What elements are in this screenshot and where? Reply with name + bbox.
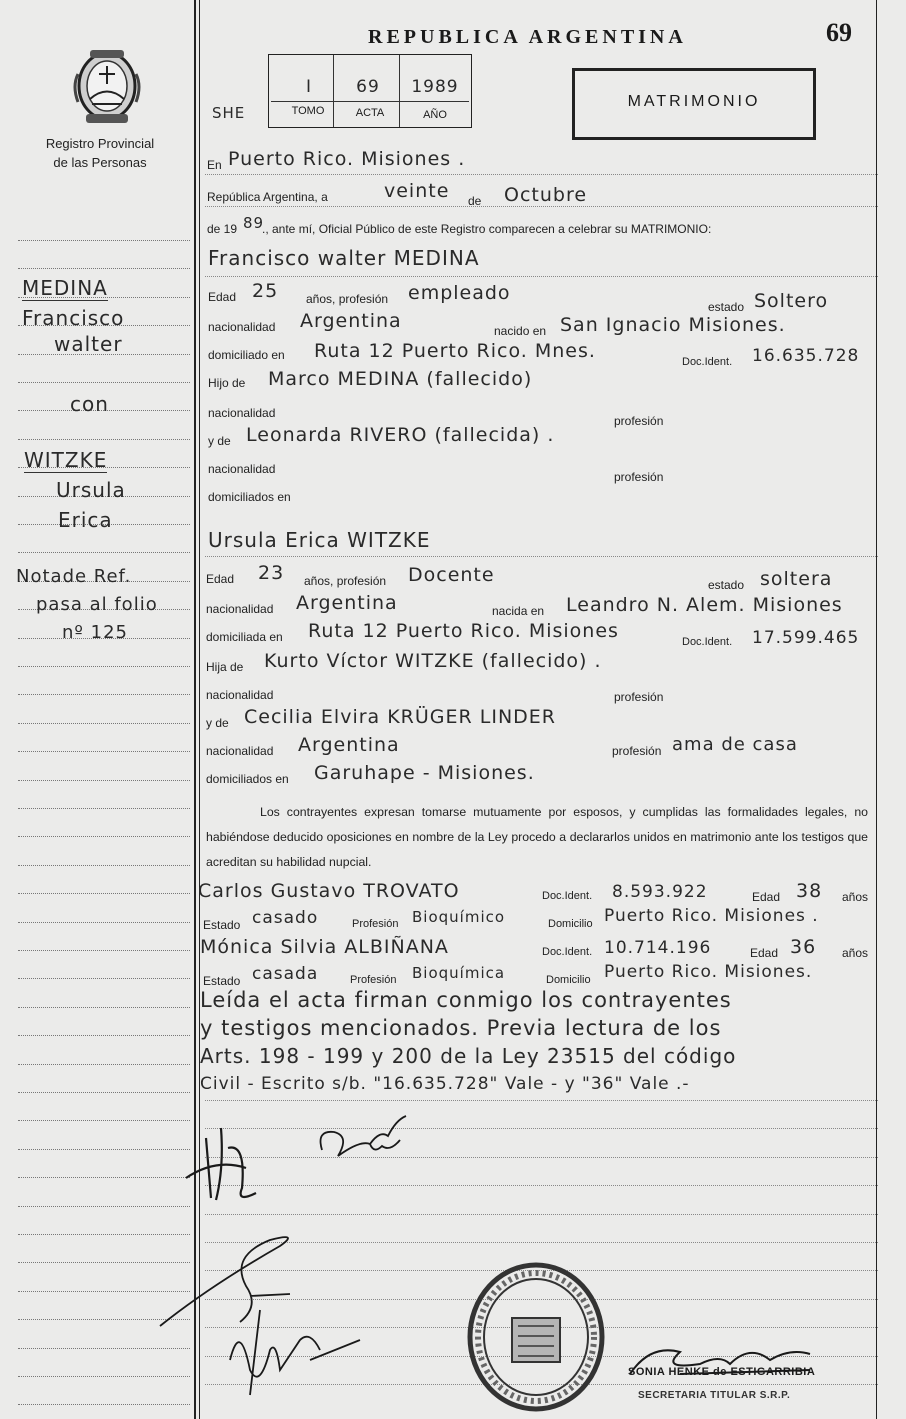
closing-line-3: Arts. 198 - 199 y 200 de la Ley 23515 del código [200, 1044, 737, 1068]
tomo-label: TOMO [291, 105, 325, 117]
groom-nacido-label: nacido en [494, 324, 547, 338]
en-label: En [207, 158, 222, 172]
bride-signature [310, 1110, 420, 1170]
bride-nacionalidad-label: nacionalidad [206, 602, 274, 616]
margin-rule-line [18, 1348, 190, 1349]
groom-address: Ruta 12 Puerto Rico. Mnes. [314, 340, 596, 362]
body-rule-line [205, 1157, 878, 1158]
bride-parents-address: Garuhape - Misiones. [314, 762, 535, 784]
body-rule-line [205, 1214, 878, 1215]
margin-note-line1: Notade Ref. [16, 566, 132, 587]
margin-note-line2: pasa al folio [36, 594, 158, 615]
bride-mother-prof-label: profesión [612, 744, 662, 758]
month: Octubre [504, 184, 588, 206]
bride-mother-nat-label: nacionalidad [206, 744, 274, 758]
margin-rule-line [18, 723, 190, 724]
groom-father-prof-label: profesión [614, 414, 664, 428]
bride-civil-status: soltera [760, 568, 833, 590]
bride-mother: Cecilia Elvira KRÜGER LINDER [244, 706, 556, 728]
bride-mother-occupation: ama de casa [672, 734, 798, 755]
groom-occupation: empleado [408, 282, 511, 304]
margin-surname-bride: WITZKE [24, 448, 108, 472]
margin-rule-line [18, 1007, 190, 1008]
officer-title: SECRETARIA TITULAR S.R.P. [638, 1390, 791, 1401]
tomo-value: I [305, 77, 312, 97]
margin-rule-line [18, 865, 190, 866]
witness2-signature [220, 1300, 370, 1400]
groom-mother: Leonarda RIVERO (fallecida) . [246, 424, 555, 446]
anio-label: AÑO [423, 109, 447, 121]
margin-rule-line [18, 1064, 190, 1065]
margin-given-bride-2: Erica [58, 508, 113, 532]
witness2-profesion-label: Profesión [350, 974, 397, 986]
margin-rule-line [18, 1177, 190, 1178]
bride-doc-number: 17.599.465 [752, 628, 860, 648]
body-rule-line [205, 1128, 878, 1129]
margin-con: con [70, 392, 109, 416]
year-prefix: de 19 [207, 222, 238, 236]
bride-full-name: Ursula Erica WITZKE [208, 528, 431, 552]
stamp-text [466, 1262, 467, 1263]
closing-line-4: Civil - Escrito s/b. "16.635.728" Vale - y "36" Vale .- [200, 1074, 690, 1094]
witness1-civil-status: casado [252, 908, 319, 928]
closing-line-2: y testigos mencionados. Previa lectura de los [200, 1016, 722, 1040]
place: Puerto Rico. Misiones . [228, 148, 466, 170]
margin-rule-line [18, 1376, 190, 1377]
margin-rule-line [18, 978, 190, 979]
witness1-profesion-label: Profesión [352, 918, 399, 930]
right-column-rule [876, 0, 877, 1419]
margin-rule-line [18, 439, 190, 440]
margin-rule-line [18, 666, 190, 667]
republica-label: República Argentina, a [207, 190, 328, 204]
groom-father-nat-label: nacionalidad [208, 406, 276, 420]
bride-age: 23 [258, 562, 285, 584]
anio-value: 1989 [411, 77, 459, 97]
witness2-address: Puerto Rico. Misiones. [604, 962, 813, 982]
bride-father-prof-label: profesión [614, 690, 664, 704]
witness2-anios-label: años [842, 946, 869, 960]
bride-domiciliada-label: domiciliada en [206, 630, 283, 644]
closing-line-1: Leída el acta firman conmigo los contrayentes [200, 988, 732, 1012]
bride-parents-dom-label: domiciliados en [206, 772, 289, 786]
she-mark: SHE [212, 104, 246, 122]
acta-label: ACTA [355, 107, 385, 119]
acta-value: 69 [356, 77, 380, 97]
day: veinte [384, 180, 450, 202]
groom-profesion-label: años, profesión [306, 292, 389, 306]
oficial-text: ., ante mí, Oficial Público de este Registro comparecen a celebrar su MATRIMONIO: [262, 222, 712, 236]
witness2-domicilio-label: Domicilio [546, 974, 591, 986]
witness2-estado-label: Estado [203, 974, 241, 988]
bride-father: Kurto Víctor WITZKE (fallecido) . [264, 650, 602, 672]
witness2-age: 36 [790, 936, 817, 958]
margin-surname-groom: MEDINA [22, 276, 108, 300]
groom-nationality: Argentina [300, 310, 402, 332]
record-type-box [572, 68, 816, 140]
margin-rule-line [18, 1206, 190, 1207]
groom-domiciliado-label: domiciliado en [208, 348, 285, 362]
witness1-estado-label: Estado [203, 918, 241, 932]
bride-nationality: Argentina [296, 592, 398, 614]
margin-note-line3: nº 125 [62, 622, 128, 643]
body-rule-line [205, 1185, 878, 1186]
margin-rule-line [18, 751, 190, 752]
margin-given-groom-2: walter [54, 332, 123, 356]
witness1-doc-number: 8.593.922 [612, 882, 708, 902]
witness1-name: Carlos Gustavo TROVATO [198, 880, 460, 902]
officer-name: SONIA HENKE de ESTIGARRIBIA [628, 1366, 816, 1378]
margin-rule-line [18, 780, 190, 781]
witness1-anios-label: años [842, 890, 869, 904]
witness1-domicilio-label: Domicilio [548, 918, 593, 930]
groom-doc-number: 16.635.728 [752, 346, 860, 366]
bride-occupation: Docente [408, 564, 495, 586]
margin-rule-line [18, 1149, 190, 1150]
bride-father-nat-label: nacionalidad [206, 688, 274, 702]
bride-estado-label: estado [708, 578, 745, 592]
witness1-edad-label: Edad [752, 890, 781, 904]
witness1-address: Puerto Rico. Misiones . [604, 906, 819, 926]
body-rule-line [205, 1100, 878, 1101]
record-type: MATRIMONIO [627, 93, 761, 110]
groom-yde-label: y de [208, 434, 231, 448]
margin-rule-line [18, 382, 190, 383]
witness1-occupation: Bioquímico [412, 908, 506, 926]
groom-mother-prof-label: profesión [614, 470, 664, 484]
witness1-doc-label: Doc.Ident. [542, 890, 593, 902]
bride-mother-nationality: Argentina [298, 734, 400, 756]
body-rule-line [205, 556, 878, 557]
registry-name-line2: de las Personas [53, 155, 147, 170]
body-rule-line [205, 206, 878, 207]
official-stamp [466, 1262, 606, 1412]
groom-full-name: Francisco walter MEDINA [208, 246, 480, 270]
bride-edad-label: Edad [206, 572, 235, 586]
body-rule-line [205, 174, 878, 175]
margin-rule-line [18, 1035, 190, 1036]
groom-civil-status: Soltero [754, 290, 829, 312]
witness1-age: 38 [796, 880, 823, 902]
de-label: de [468, 194, 482, 208]
bride-doc-label: Doc.Ident. [682, 636, 733, 648]
margin-rule-line [18, 893, 190, 894]
margin-given-bride-1: Ursula [56, 478, 126, 502]
margin-rule-line [18, 950, 190, 951]
witness2-doc-number: 10.714.196 [604, 938, 712, 958]
coat-of-arms-icon [68, 44, 146, 126]
margin-given-groom-1: Francisco [22, 306, 125, 330]
bride-yde-label: y de [206, 716, 229, 730]
margin-rule-line [18, 922, 190, 923]
groom-signature [176, 1108, 276, 1208]
groom-doc-label: Doc.Ident. [682, 356, 733, 368]
margin-rule-line [18, 808, 190, 809]
year-suffix: 89 [243, 214, 265, 232]
witness2-civil-status: casada [252, 964, 319, 984]
margin-rule-line [18, 836, 190, 837]
bride-profesion-label: años, profesión [304, 574, 387, 588]
witness2-occupation: Bioquímica [412, 964, 506, 982]
groom-edad-label: Edad [208, 290, 237, 304]
margin-rule-line [18, 1404, 190, 1405]
witness2-doc-label: Doc.Ident. [542, 946, 593, 958]
tomo-acta-anio-box [268, 54, 472, 128]
declaration-text: Los contrayentes expresan tomarse mutuamente por esposos, y cumplidas las formalidades legales, no habiéndose deducido oposiciones en nombre de la Ley procedo a declararlos unidos en matrimonio ante los testigos que acreditan su habilidad nupcial. [206, 805, 868, 869]
margin-rule-line [18, 1120, 190, 1121]
margin-rule-line [18, 1092, 190, 1093]
margin-rule-line [18, 268, 190, 269]
groom-father: Marco MEDINA (fallecido) [268, 368, 533, 390]
bride-hija-label: Hija de [206, 660, 244, 674]
groom-parents-dom-label: domiciliados en [208, 490, 291, 504]
registry-name-line1: Registro Provincial [45, 136, 155, 151]
country-title: REPUBLICA ARGENTINA [368, 26, 687, 48]
bride-birthplace: Leandro N. Alem. Misiones [566, 594, 843, 616]
groom-hijo-label: Hijo de [208, 376, 246, 390]
margin-rule-line [18, 694, 190, 695]
registry-name [0, 134, 200, 172]
groom-mother-nat-label: nacionalidad [208, 462, 276, 476]
groom-estado-label: estado [708, 300, 745, 314]
groom-birthplace: San Ignacio Misiones. [560, 314, 786, 336]
groom-nacionalidad-label: nacionalidad [208, 320, 276, 334]
witness2-name: Mónica Silvia ALBIÑANA [200, 936, 449, 958]
body-rule-line [205, 276, 878, 277]
page-number: 69 [826, 18, 852, 47]
bride-nacida-label: nacida en [492, 604, 545, 618]
margin-rule-line [18, 240, 190, 241]
bride-address: Ruta 12 Puerto Rico. Misiones [308, 620, 619, 642]
groom-age: 25 [252, 280, 279, 302]
margin-rule-line [18, 552, 190, 553]
witness2-edad-label: Edad [750, 946, 779, 960]
